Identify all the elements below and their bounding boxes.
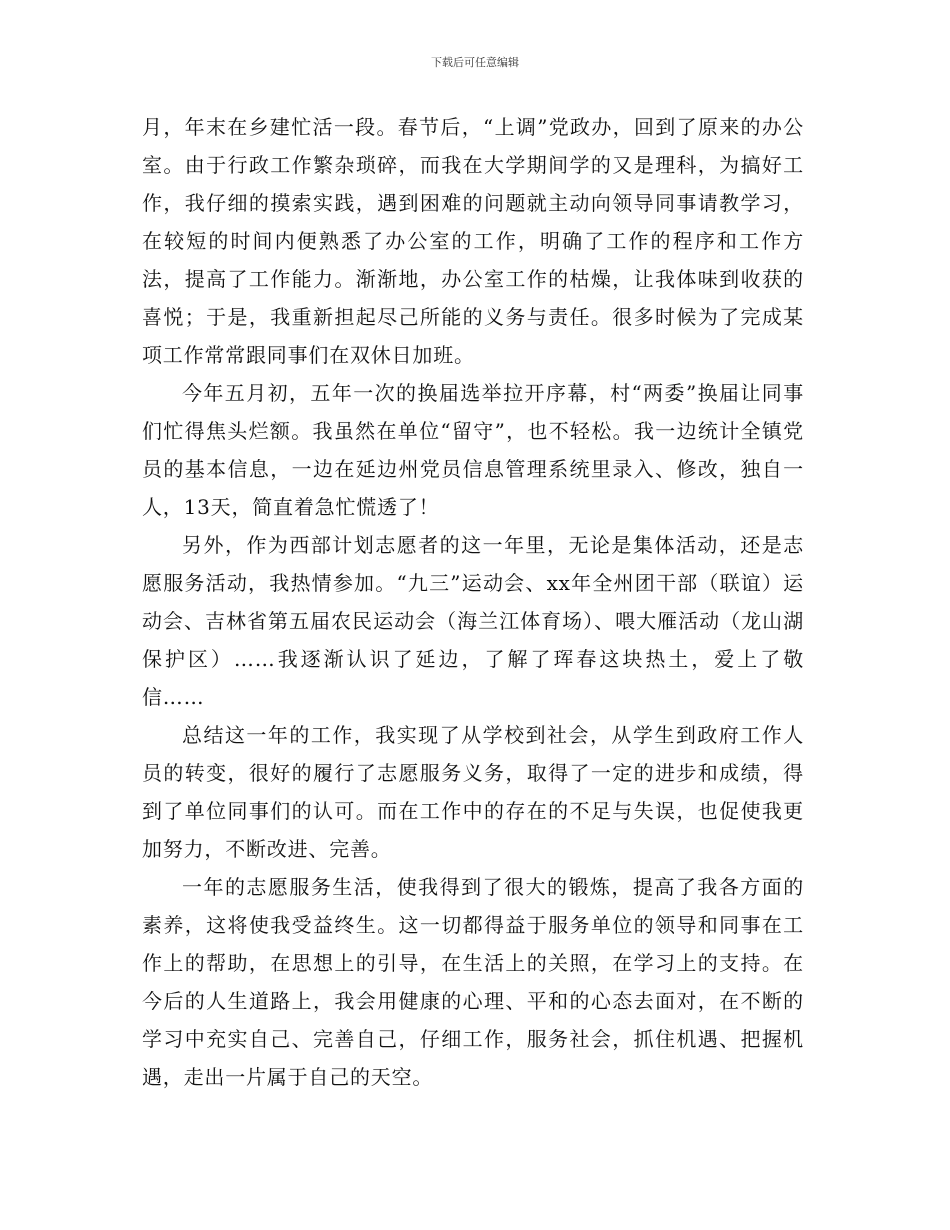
paragraph-2: 今年五月初，五年一次的换届选举拉开序幕，村“两委”换届让同事们忙得焦头烂额。我虽然在单位“留守”，也不轻松。我一边统计全镇党员的基本信息，一边在延边州党员信息管理系统里录入、修改，独自一人，13天，简直着急忙慌透了！ bbox=[142, 381, 804, 519]
header-note: 下载后可任意编辑 bbox=[431, 56, 519, 69]
paragraph-3: 另外，作为西部计划志愿者的这一年里，无论是集体活动，还是志愿服务活动，我热情参加。“九三”运动会、xx年全州团干部（联谊）运动会、吉林省第五届农民运动会（海兰江体育场）、喂大雁活动（龙山湖保护区）……我逐渐认识了延边，了解了珲春这块热土，爱上了敬信…… bbox=[142, 533, 804, 709]
paragraph-5: 一年的志愿服务生活，使我得到了很大的锻炼，提高了我各方面的素养，这将使我受益终生。这一切都得益于服务单位的领导和同事在工作上的帮助，在思想上的引导，在生活上的关照，在学习上的支持。在今后的人生道路上，我会用健康的心理、平和的心态去面对，在不断的学习中充实自己、完善自己，仔细工作，服务社会，抓住机遇、把握机遇，走出一片属于自己的天空。 bbox=[142, 875, 804, 1089]
document-body bbox=[142, 108, 804, 1096]
paragraph-1: 月，年末在乡建忙活一段。春节后，“上调”党政办，回到了原来的办公室。由于行政工作繁杂琐碎，而我在大学期间学的又是理科，为搞好工作，我仔细的摸索实践，遇到困难的问题就主动向领导同事请教学习，在较短的时间内便熟悉了办公室的工作，明确了工作的程序和工作方法，提高了工作能力。渐渐地，办公室工作的枯燥，让我体味到收获的喜悦；于是，我重新担起尽己所能的义务与责任。很多时候为了完成某项工作常常跟同事们在双休日加班。 bbox=[142, 115, 804, 367]
paragraph-4: 总结这一年的工作，我实现了从学校到社会，从学生到政府工作人员的转变，很好的履行了志愿服务义务，取得了一定的进步和成绩，得到了单位同事们的认可。而在工作中的存在的不足与失误，也促使我更加努力，不断改进、完善。 bbox=[142, 723, 804, 861]
